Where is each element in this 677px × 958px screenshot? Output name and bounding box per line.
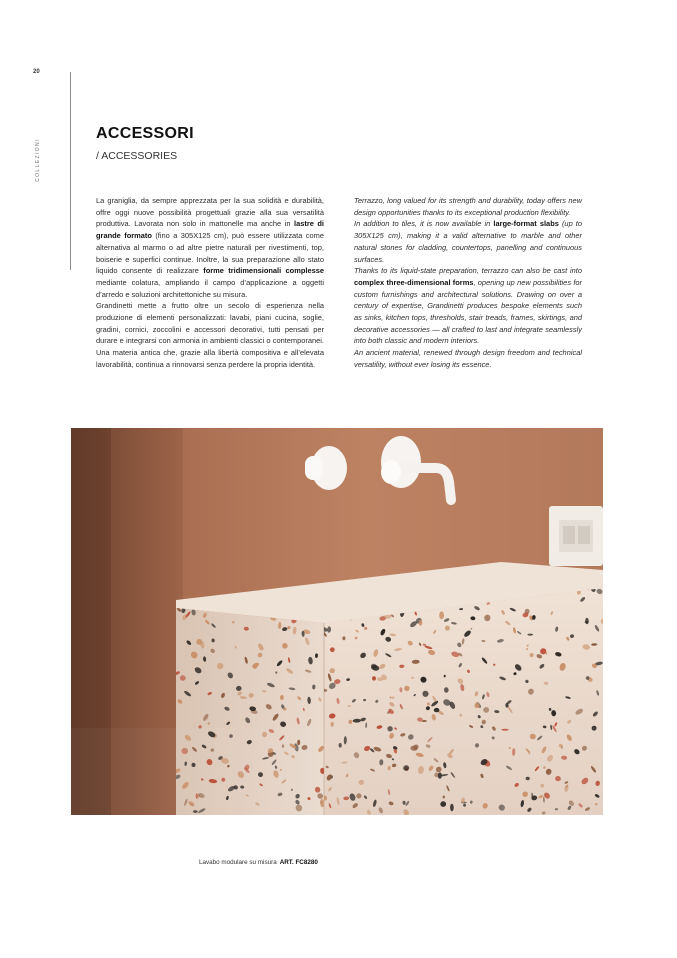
caption-text: Lavabo modulare su misura bbox=[199, 859, 277, 866]
margin-divider bbox=[70, 72, 71, 270]
product-photo bbox=[71, 428, 603, 815]
english-text-column bbox=[354, 195, 582, 371]
section-label: COLLEZIONI bbox=[35, 138, 41, 182]
terrazzo-sink-image bbox=[71, 428, 603, 815]
terrazzo-chip bbox=[372, 676, 376, 680]
page-subtitle: / ACCESSORIES bbox=[96, 150, 178, 162]
italian-paragraph-2: Grandinetti mette a frutto oltre un secolo di esperienza nella produzione di elementi personalizzati: lavabi, piani cucina, soglie, gradini, cornici, zoccolini e accessori decorativi, tutti pensati per durare e integrarsi con armonia in ambienti classici o contemporanei. Una materia antica che, grazie alla libertà compositiva e all’elevata lavorabilità, continua a rinnovarsi senza perdere la propria identità. bbox=[96, 301, 324, 369]
english-paragraph-1: Terrazzo, long valued for its strength and durability, today offers new design opportunities thanks to its exceptional production flexibility. bbox=[354, 196, 582, 217]
english-paragraph-3: Thanks to its liquid-state preparation, terrazzo can also be cast into complex three-dimensional forms, opening up new possibilities for custom furnishings and architectural solutions. Drawing on over a century of expertise, Grandinetti produces bespoke elements such as sinks, kitchen tops, thresholds, stair treads, frames, skirtings, and decorative accessories — all crafted to last and integrate seamlessly into both classic and modern interiors. bbox=[354, 266, 582, 346]
photo-caption bbox=[199, 859, 318, 866]
italian-paragraph-1: La graniglia, da sempre apprezzata per la sua solidità e durabilità, offre oggi nuove possibilità progettuali grazie alla sua versatilità produttiva. Lavorata non solo in mattonelle ma anche in lastre di grande formato (fino a 305X125 cm), può essere utilizzata come alternativa al marmo o ad altre pietre naturali per rivestimenti, top, boiserie e superfici continue. Inoltre, la sua preparazione allo stato liquido consente di realizzare forme tridimensionali complesse mediante colatura, ampliando il campo d’applicazione a oggetti d’arredo e soluzioni architettoniche su misura. bbox=[96, 196, 325, 299]
page-number: 20 bbox=[33, 69, 40, 75]
terrazzo-chip bbox=[434, 708, 440, 712]
page-title: ACCESSORI bbox=[96, 125, 194, 142]
english-paragraph-4: An ancient material, renewed through design freedom and technical versatility, without ever losing its essence. bbox=[354, 348, 582, 369]
article-code: ART. FC8280 bbox=[279, 859, 318, 866]
italian-text-column bbox=[96, 195, 324, 371]
english-paragraph-2: In addition to tiles, it is now available in large-format slabs (up to 305X125 cm), making it a valid alternative to marble and other natural stones for cladding, countertops, panelling and continuous surfaces. bbox=[354, 219, 582, 264]
